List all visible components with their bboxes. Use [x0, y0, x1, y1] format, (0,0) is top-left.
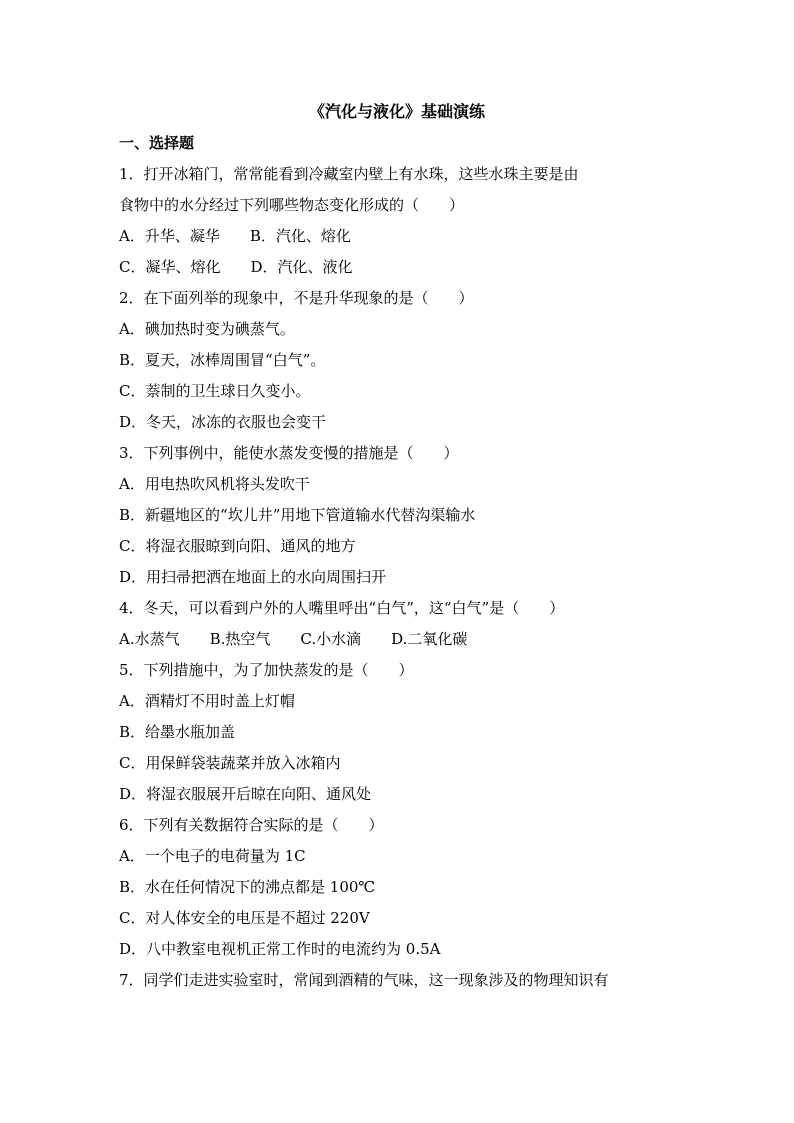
question-5-option-a: A．酒精灯不用时盖上灯帽: [119, 692, 295, 710]
question-3-stem: 3．下列事例中，能使水蒸发变慢的措施是（ ）: [119, 444, 459, 462]
question-1-options-cd: C．凝华、熔化 D．汽化、液化: [119, 258, 353, 276]
question-6-option-b: B．水在任何情况下的沸点都是 100℃: [119, 878, 376, 896]
question-6-option-a: A．一个电子的电荷量为 1C: [119, 847, 306, 865]
question-2-stem: 2．在下面列举的现象中，不是升华现象的是（ ）: [119, 289, 474, 307]
question-7-stem: 7．同学们走进实验室时，常闻到酒精的气味，这一现象涉及的物理知识有: [119, 971, 609, 989]
question-5-stem: 5．下列措施中，为了加快蒸发的是（ ）: [119, 661, 414, 679]
question-2-option-d: D．冬天，冰冻的衣服也会变干: [119, 413, 327, 431]
question-3-option-a: A．用电热吹风机将头发吹干: [119, 475, 310, 493]
question-list: [119, 163, 689, 1000]
question-6-option-d: D．八中教室电视机正常工作时的电流约为 0.5A: [119, 940, 441, 958]
question-1-stem: 1．打开冰箱门，常常能看到冷藏室内壁上有水珠，这些水珠主要是由: [119, 165, 579, 183]
question-4-stem: 4．冬天，可以看到户外的人嘴里呼出“白气”，这“白气”是（ ）: [119, 599, 565, 617]
question-6-option-c: C．对人体安全的电压是不超过 220V: [119, 909, 370, 927]
question-3-option-c: C．将湿衣服晾到向阳、通风的地方: [119, 537, 356, 555]
question-1-stem-cont: 食物中的水分经过下列哪些物态变化形成的（ ）: [119, 196, 465, 214]
section-heading: 一、选择题: [119, 134, 195, 152]
question-4-options: A.水蒸气 B.热空气 C.小水滴 D.二氧化碳: [119, 630, 468, 648]
question-3-option-b: B．新疆地区的“坎儿井”用地下管道输水代替沟渠输水: [119, 506, 476, 524]
question-2-option-b: B．夏天，冰棒周围冒“白气”。: [119, 351, 326, 369]
question-2-option-c: C．萘制的卫生球日久变小。: [119, 382, 311, 400]
question-2-option-a: A．碘加热时变为碘蒸气。: [119, 320, 295, 338]
document-title: 《汽化与液化》基础演练: [308, 102, 485, 121]
question-3-option-d: D．用扫帚把洒在地面上的水向周围扫开: [119, 568, 387, 586]
question-5-option-b: B．给墨水瓶加盖: [119, 723, 236, 741]
question-5-option-c: C．用保鲜袋装蔬菜并放入冰箱内: [119, 754, 341, 772]
question-6-stem: 6．下列有关数据符合实际的是（ ）: [119, 816, 384, 834]
question-5-option-d: D．将湿衣服展开后晾在向阳、通风处: [119, 785, 372, 803]
question-1-options-ab: A．升华、凝华 B．汽化、熔化: [119, 227, 351, 245]
